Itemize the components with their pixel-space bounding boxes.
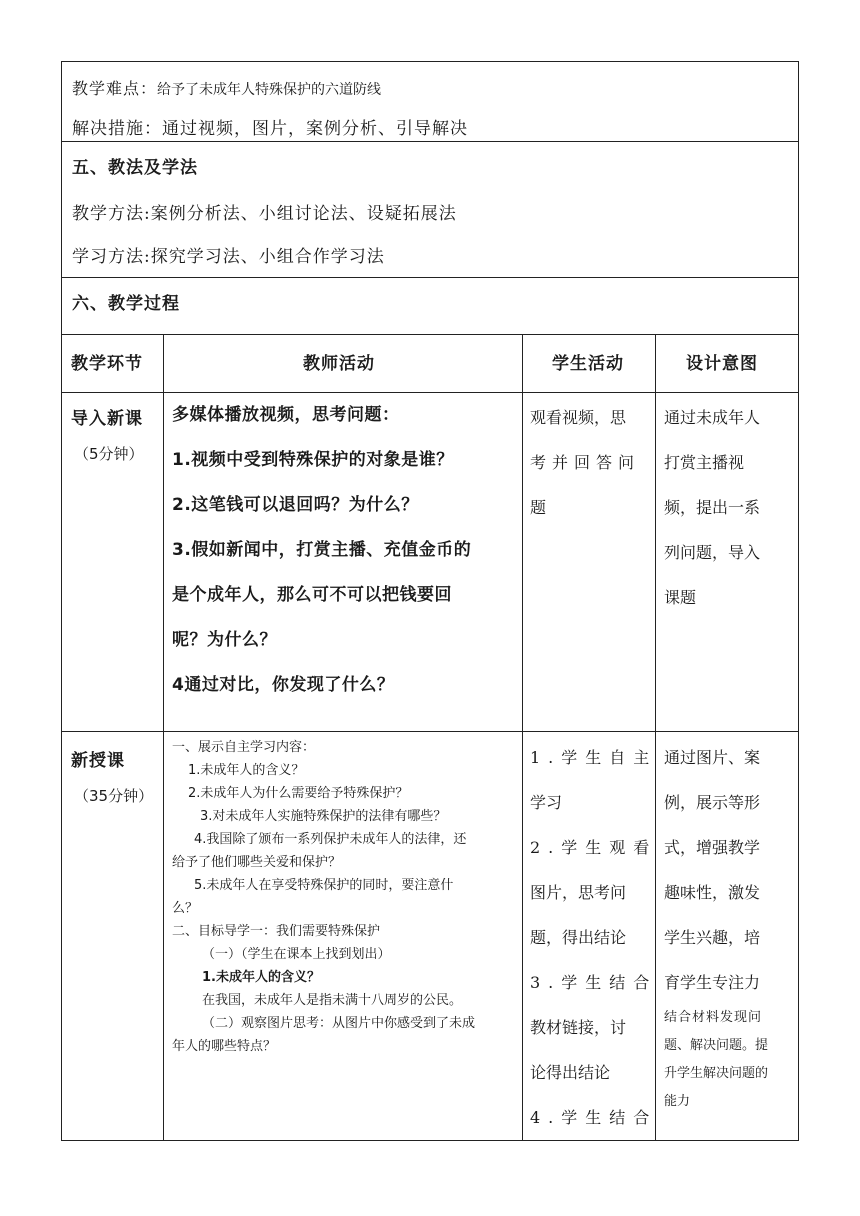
row2-teacher-line: 么？ — [172, 901, 199, 916]
row-divider — [61, 334, 799, 335]
row2-teacher-line: 年人的哪些特点？ — [172, 1039, 277, 1054]
row2-student-line: 题，得出结论 — [530, 928, 627, 947]
row2-teacher-activity — [172, 736, 475, 1058]
row2-intent-small-line: 升学生解决问题的 — [664, 1066, 769, 1081]
row2-teacher-line: 在我国，未成年人是指未满十八周岁的公民。 — [202, 993, 463, 1008]
row1-teacher-line: 2.这笔钱可以退回吗？为什么？ — [172, 495, 419, 515]
row2-intent-small-line: 结合材料发现问 — [664, 1010, 763, 1025]
row1-teacher-line: 4通过对比，你发现了什么？ — [172, 675, 395, 695]
row2-teacher-line: 3.对未成年人实施特殊保护的法律有哪些？ — [200, 809, 447, 824]
row1-intent-line: 频，提出一系 — [664, 498, 761, 517]
row2-teacher-line: 5.未成年人在享受特殊保护的同时，要注意什 — [194, 878, 454, 893]
row1-intent-line: 列问题，导入 — [664, 543, 761, 562]
row1-teacher-line: 多媒体播放视频，思考问题： — [172, 405, 400, 425]
learning-method: 学习方法:探究学习法、小组合作学习法 — [72, 247, 385, 267]
row2-teacher-line: 1.未成年人的含义？ — [202, 970, 320, 985]
header-teacher: 教师活动 — [303, 354, 375, 374]
solution-line — [72, 114, 468, 139]
row1-duration: （5分钟） — [74, 445, 144, 463]
row1-design-intent — [664, 395, 760, 620]
row2-teacher-line: 给予了他们哪些关爱和保护？ — [172, 855, 342, 870]
difficulty-text: 给予了未成年人特殊保护的六道防线 — [157, 82, 382, 98]
row1-intent-line: 课题 — [664, 588, 697, 607]
solution-label: 解决措施： — [72, 119, 162, 139]
row2-stage: 新授课 — [71, 751, 125, 771]
row2-teacher-line: 2.未成年人为什么需要给予特殊保护？ — [188, 786, 409, 801]
row2-student-line: 1.学生自主 — [530, 748, 658, 767]
row1-teacher-line: 3.假如新闻中，打赏主播、充值金币的 — [172, 540, 472, 560]
header-student: 学生活动 — [552, 354, 624, 374]
row2-teacher-line: 4.我国除了颁布一系列保护未成年人的法律，还 — [194, 832, 467, 847]
row2-design-intent — [664, 735, 760, 1005]
row1-stage: 导入新课 — [71, 409, 143, 429]
difficulty-line — [72, 76, 381, 99]
difficulty-label: 教学难点： — [72, 79, 158, 98]
row1-intent-line: 打赏主播视 — [664, 453, 745, 472]
row2-student-line: 学习 — [530, 793, 563, 812]
section6-title: 六、教学过程 — [72, 294, 180, 314]
row2-teacher-line: （二）观察图片思考：从图片中你感受到了未成 — [202, 1016, 476, 1031]
row1-teacher-activity — [172, 393, 471, 708]
row2-intent-line: 式，增强教学 — [664, 838, 761, 857]
row2-intent-line: 育学生专注力 — [664, 973, 761, 992]
row2-teacher-line: 一、展示自主学习内容： — [172, 740, 316, 755]
solution-text: 通过视频，图片，案例分析、引导解决 — [162, 119, 468, 139]
row1-student-line: 考并回答问 — [530, 453, 641, 472]
row2-intent-line: 例，展示等形 — [664, 793, 761, 812]
column-divider — [522, 334, 523, 1141]
row2-teacher-line: （一）（学生在课本上找到划出） — [202, 947, 391, 962]
row2-student-line: 4.学生结合 — [530, 1108, 658, 1127]
row2-student-line: 2.学生观看 — [530, 838, 658, 857]
column-divider — [163, 334, 164, 1141]
row2-intent-small-line: 能力 — [664, 1094, 691, 1109]
row1-intent-line: 通过未成年人 — [664, 408, 761, 427]
row1-teacher-line: 是个成年人，那么可不可以把钱要回 — [172, 585, 452, 605]
row1-teacher-line: 呢？为什么？ — [172, 630, 277, 650]
row2-teacher-line: 二、目标导学一：我们需要特殊保护 — [172, 924, 381, 939]
row2-student-line: 3.学生结合 — [530, 973, 658, 992]
row2-duration: （35分钟） — [74, 787, 154, 805]
row2-intent-line: 趣味性，激发 — [664, 883, 761, 902]
row2-intent-line: 学生兴趣，培 — [664, 928, 761, 947]
row1-student-activity — [530, 395, 640, 530]
row2-student-line: 图片，思考问 — [530, 883, 627, 902]
row1-teacher-line: 1.视频中受到特殊保护的对象是谁？ — [172, 450, 454, 470]
row1-student-line: 题 — [530, 498, 547, 517]
row2-student-line: 论得出结论 — [530, 1063, 611, 1082]
row2-intent-small-line: 题、解决问题。提 — [664, 1038, 769, 1053]
row1-student-line: 观看视频，思 — [530, 408, 627, 427]
row2-student-line: 教材链接，讨 — [530, 1018, 627, 1037]
header-stage: 教学环节 — [71, 354, 143, 374]
row2-intent-line: 通过图片、案 — [664, 748, 761, 767]
row-divider — [61, 731, 799, 732]
row2-design-intent-small — [664, 1004, 768, 1116]
header-intent: 设计意图 — [686, 354, 758, 374]
row2-student-activity — [530, 735, 657, 1140]
teaching-method: 教学方法:案例分析法、小组讨论法、设疑拓展法 — [72, 204, 457, 224]
row2-teacher-line: 1.未成年人的含义？ — [188, 763, 305, 778]
row-divider — [61, 277, 799, 278]
section5-title: 五、教法及学法 — [72, 158, 198, 178]
row-divider — [61, 141, 799, 142]
